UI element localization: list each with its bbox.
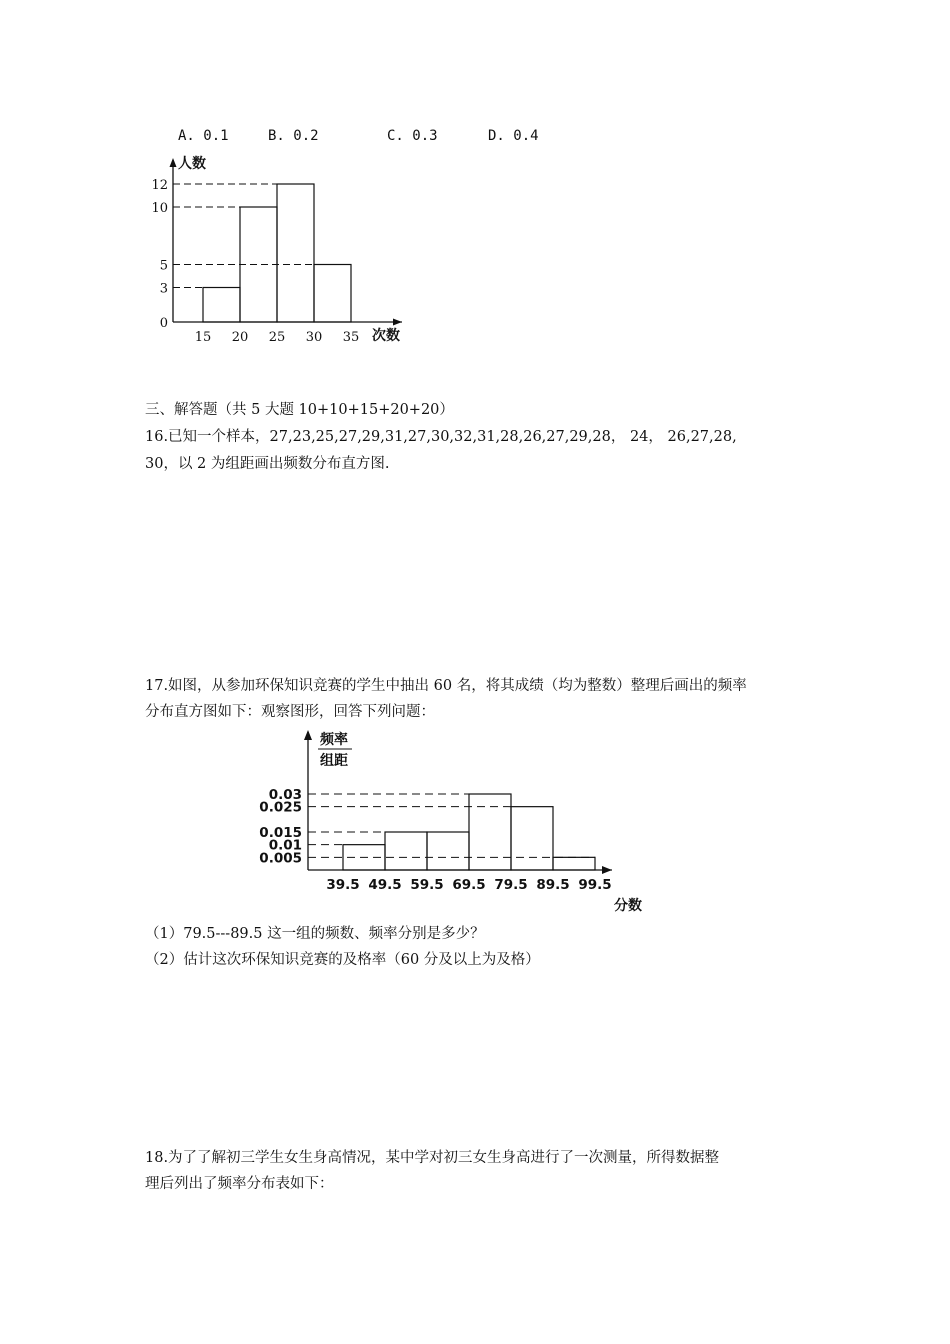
chart2-y-axis-arrow [304,730,312,740]
chart2-y-tick-label: 0.015 [259,825,302,841]
chart1-y-tick-label: 0 [159,316,168,331]
chart1-y-tick-label: 10 [151,201,168,216]
q17-line-2: 分布直方图如下：观察图形，回答下列问题： [145,704,435,720]
option-a: A. 0.1 [178,128,229,144]
chart2-x-tick-label: 79.5 [494,877,528,893]
chart2-x-axis-arrow [602,866,612,874]
q16-line-1: 16.已知一个样本，27,23,25,27,29,31,27,30,32,31,28,26,27,29,28， 24， 26,27,28, [145,429,737,445]
chart2-x-tick-label: 89.5 [536,877,570,893]
chart1-y-tick-label: 12 [151,178,168,193]
q16-line-2: 30，以 2 为组距画出频数分布直方图. [145,456,390,472]
chart2-bar [511,807,553,870]
q18-line-1: 18.为了了解初三学生女生身高情况，某中学对初三女生身高进行了一次测量，所得数据整 [145,1150,720,1166]
histogram-chart-1 [140,152,420,352]
chart2-y-tick-label: 0.01 [268,837,302,854]
chart2-x-axis-label: 分数 [614,898,642,914]
chart1-y-tick-label: 3 [159,281,168,297]
chart1-x-axis-label: 次数 [372,328,400,344]
q17-line-1: 17.如图，从参加环保知识竞赛的学生中抽出 60 名，将其成绩（均为整数）整理后画出的频率 [145,678,747,694]
q17-sub-2: （2）估计这次环保知识竞赛的及格率（60 分及以上为及格） [145,952,540,968]
chart1-x-tick-label: 30 [305,330,323,345]
chart1-bar [203,288,240,323]
chart2-y-tick-label: 0.025 [259,799,302,816]
chart2-x-tick-label: 99.5 [578,877,612,893]
chart1-bar [277,184,314,322]
chart1-x-axis-arrow [393,319,402,326]
chart2-y-label-top: 频率 [320,732,348,748]
chart1-x-tick-label: 15 [194,330,212,345]
chart2-bar [553,857,595,870]
option-c: C. 0.3 [387,128,438,144]
chart2-bar [469,794,511,870]
chart2-y-tick-label: 0.005 [259,850,302,867]
option-b: B. 0.2 [268,128,319,144]
chart1-y-axis-arrow [170,158,177,167]
chart2-x-tick-label: 39.5 [326,877,360,893]
chart2-y-tick-label: 0.03 [268,787,302,803]
chart1-x-tick-label: 20 [231,330,249,345]
q17-sub-1: （1）79.5---89.5 这一组的频数、频率分别是多少？ [145,926,485,942]
chart2-x-tick-label: 49.5 [368,877,402,893]
chart2-x-tick-label: 59.5 [410,877,444,893]
chart2-bar [427,832,469,870]
chart1-x-tick-label: 25 [268,330,286,345]
chart1-y-axis-label: 人数 [178,156,206,172]
chart1-bar [314,265,351,323]
chart1-x-tick-label: 35 [342,330,360,345]
section-3-heading: 三、解答题（共 5 大题 10+10+15+20+20） [145,402,454,418]
q18-line-2: 理后列出了频率分布表如下： [145,1176,334,1192]
histogram-chart-2 [250,728,660,920]
chart2-bar [385,832,427,870]
option-d: D. 0.4 [488,128,539,144]
chart1-y-tick-label: 5 [159,258,168,274]
chart2-x-tick-label: 69.5 [452,877,486,893]
chart2-y-label-bottom: 组距 [320,753,348,769]
